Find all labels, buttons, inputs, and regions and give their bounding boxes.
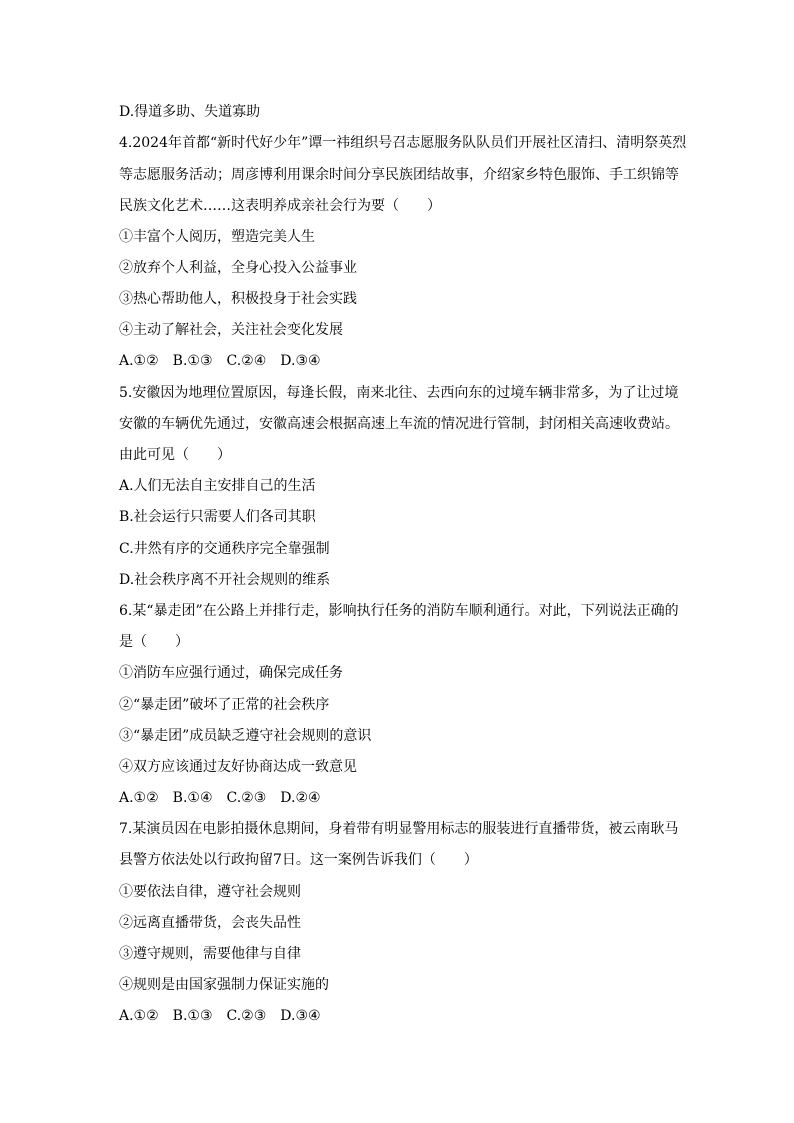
question-6-item-3: ③“暴走团”成员缺乏遵守社会规则的意识 <box>119 728 372 744</box>
question-5-stem-line-3: 由此可见（ ） <box>119 447 231 463</box>
question-7-choices: A.①② B.①③ C.②③ D.③④ <box>119 1008 321 1024</box>
question-5-option-a: A.人们无法自主安排自己的生活 <box>119 478 316 494</box>
question-6-stem-line-2: 是（ ） <box>119 634 189 650</box>
question-7-stem-line-1: 7.某演员因在电影拍摄休息期间，身着带有明显警用标志的服装进行直播带货，被云南耿马 <box>119 821 679 837</box>
question-5-option-b: B.社会运行只需要人们各司其职 <box>119 509 316 525</box>
question-6-item-4: ④双方应该通过友好协商达成一致意见 <box>119 759 357 775</box>
question-4-item-1: ①丰富个人阅历，塑造完美人生 <box>119 229 315 245</box>
question-7-item-1: ①要依法自律，遵守社会规则 <box>119 884 301 900</box>
question-6-choices: A.①② B.①④ C.②③ D.②④ <box>119 790 321 806</box>
question-5-stem-line-2: 安徽的车辆优先通过，安徽高速会根据高速上车流的情况进行管制，封闭相关高速收费站。 <box>119 416 679 432</box>
option-d-q3: D.得道多助、失道寡助 <box>119 104 261 120</box>
question-4-item-4: ④主动了解社会，关注社会变化发展 <box>119 322 343 338</box>
question-5-option-d: D.社会秩序离不开社会规则的维系 <box>119 572 331 588</box>
question-4-stem-line-1: 4.2024年首都“新时代好少年”谭一祎组织号召志愿服务队队员们开展社区清扫、清明祭英烈 <box>119 135 687 151</box>
question-4-choices: A.①② B.①③ C.②④ D.③④ <box>119 353 321 369</box>
question-4-stem-line-2: 等志愿服务活动；周彦博利用课余时间分享民族团结故事，介绍家乡特色服饰、手工织锦等 <box>119 167 679 183</box>
question-4-item-3: ③热心帮助他人，积极投身于社会实践 <box>119 291 357 307</box>
question-6-item-2: ②“暴走团”破坏了正常的社会秩序 <box>119 697 330 713</box>
question-6-item-1: ①消防车应强行通过，确保完成任务 <box>119 665 343 681</box>
question-5-stem-line-1: 5.安徽因为地理位置原因，每逢长假，南来北往、去西向东的过境车辆非常多，为了让过境 <box>119 385 679 401</box>
question-7-stem-line-2: 县警方依法处以行政拘留7日。这一案例告诉我们（ ） <box>119 852 478 868</box>
question-4-stem-line-3: 民族文化艺术……这表明养成亲社会行为要（ ） <box>119 198 441 214</box>
question-4-item-2: ②放弃个人利益，全身心投入公益事业 <box>119 260 357 276</box>
question-6-stem-line-1: 6.某“暴走团”在公路上并排行走，影响执行任务的消防车顺利通行。对此，下列说法正确的 <box>119 603 679 619</box>
question-5-option-c: C.井然有序的交通秩序完全靠强制 <box>119 541 330 557</box>
question-7-item-4: ④规则是由国家强制力保证实施的 <box>119 977 329 993</box>
question-7-item-3: ③遵守规则，需要他律与自律 <box>119 946 301 962</box>
question-7-item-2: ②远离直播带货，会丧失品性 <box>119 915 301 931</box>
